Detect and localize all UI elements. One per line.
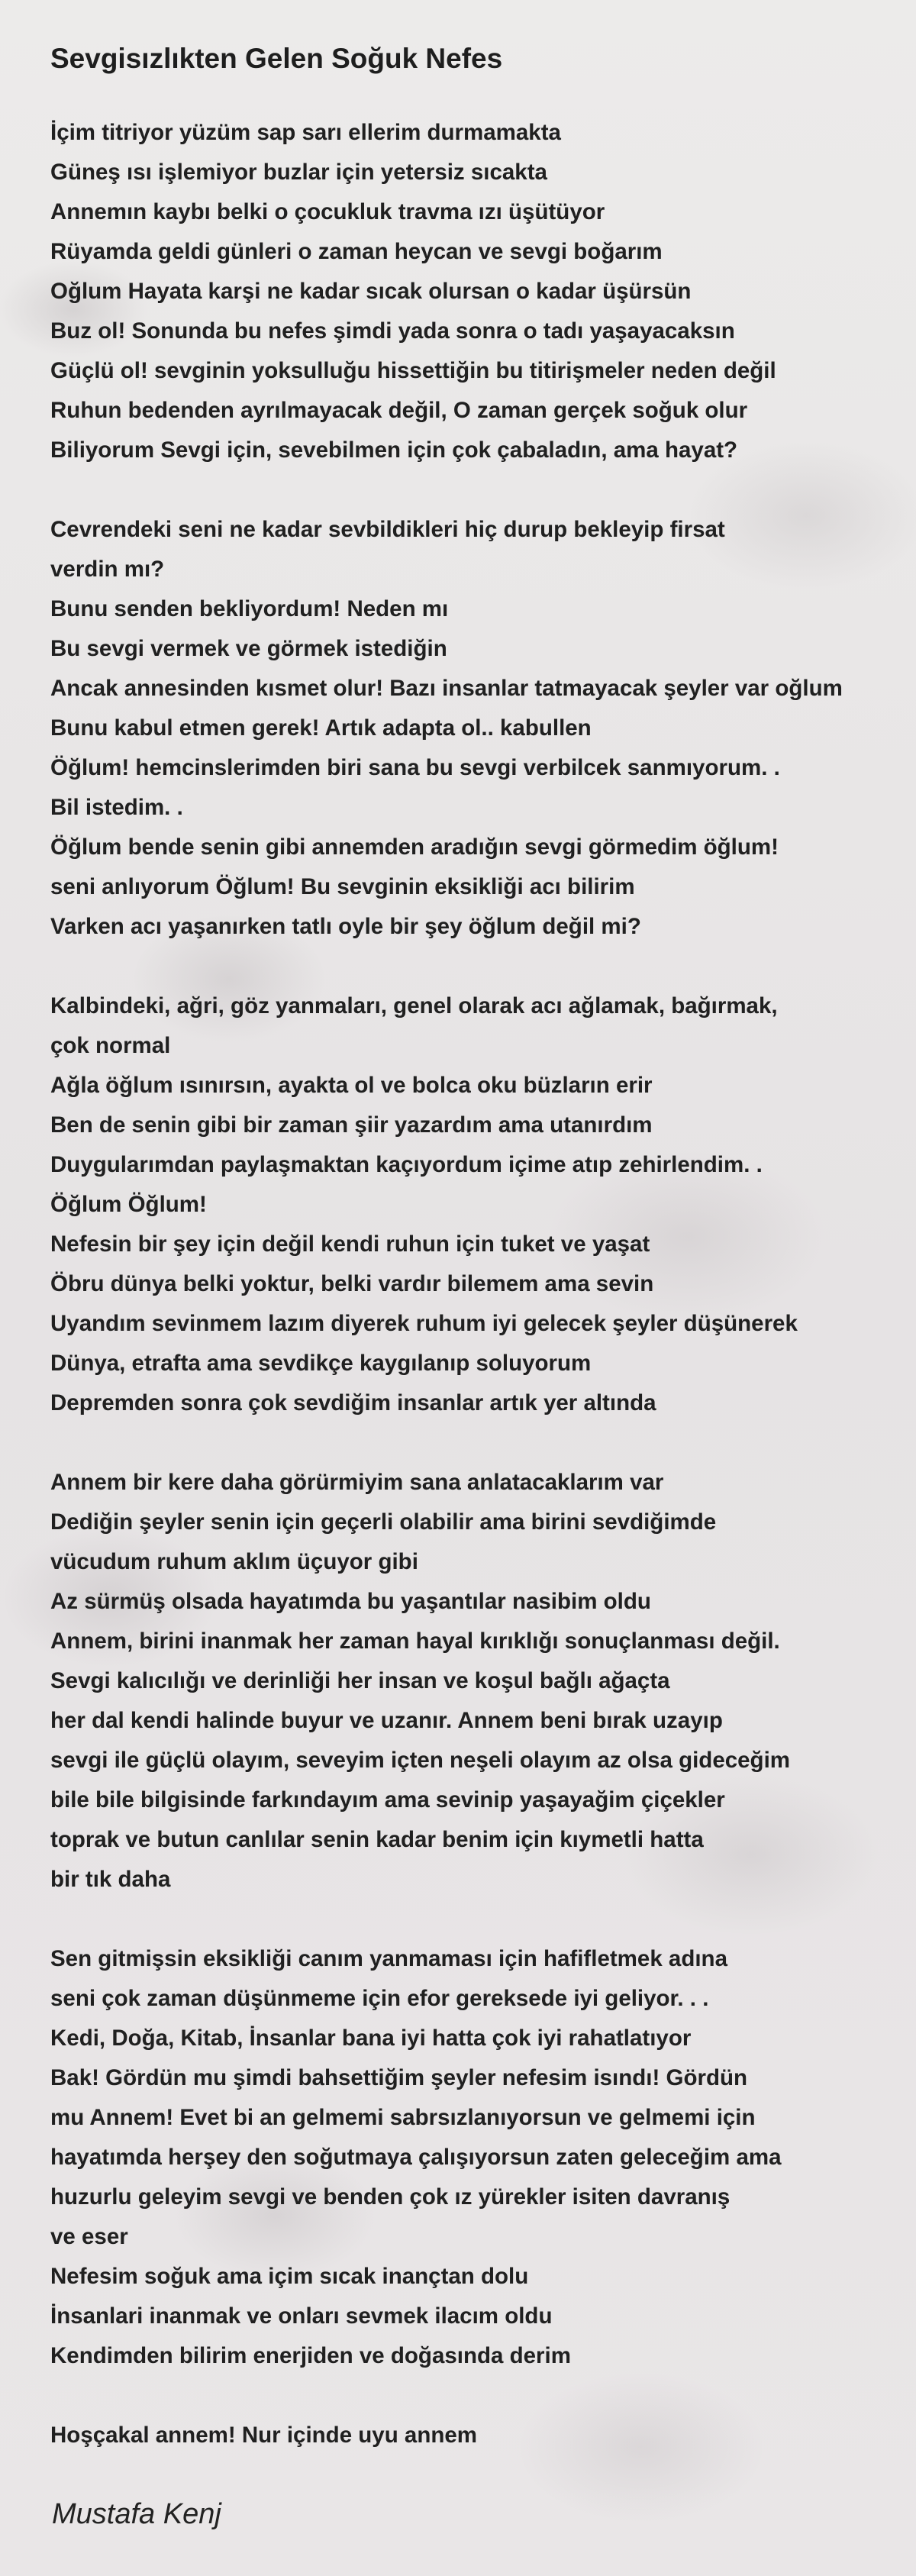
poem-line: mu Annem! Evet bi an gelmemi sabrsızlanıyorsun ve gelmemi için	[50, 2105, 756, 2130]
poem-line: toprak ve butun canlılar senin kadar benim için kıymetli hatta	[50, 1827, 704, 1852]
poem-line: Sen gitmişsin eksikliği canım yanmaması için hafifletmek adına	[50, 1946, 727, 1971]
poem-line: huzurlu geleyim sevgi ve benden çok ız yürekler isiten davranış	[50, 2184, 731, 2210]
poem-line: Dediğin şeyler senin için geçerli olabilir ama birini sevdiğimde	[50, 1509, 717, 1535]
poem-line: Buz ol! Sonunda bu nefes şimdi yada sonra o tadı yaşayacaksın	[50, 318, 735, 344]
poem-line: Bu sevgi vermek ve görmek istediğin	[50, 636, 447, 661]
poem-line: verdin mı?	[50, 557, 165, 582]
stanza-4	[50, 1463, 916, 1900]
poem-line: Nefesim soğuk ama içim sıcak inançtan dolu	[50, 2264, 529, 2289]
poem-line: Bil istedim. .	[50, 795, 183, 820]
poem-line: her dal kendi halinde buyur ve uzanır. Annem beni bırak uzayıp	[50, 1708, 723, 1733]
stanza-5	[50, 1939, 916, 2376]
poem-line: Ağla öğlum ısınırsın, ayakta ol ve bolca oku büzların erir	[50, 1073, 653, 1098]
poem-line: bile bile bilgisinde farkındayım ama sevinip yaşayağim çiçekler	[50, 1787, 725, 1813]
poem-line: Depremden sonra çok sevdiğim insanlar artık yer altında	[50, 1390, 656, 1416]
stanza-1	[50, 113, 916, 470]
poem-line: ve eser	[50, 2224, 128, 2249]
poem-line: Güneş ısı işlemiyor buzlar için yetersiz sıcakta	[50, 160, 547, 185]
poem-line: seni anlıyorum Öğlum! Bu sevginin eksikliği acı bilirim	[50, 874, 635, 899]
poem-line: Duygularımdan paylaşmaktan kaçıyordum içime atıp zehirlendim. .	[50, 1152, 763, 1177]
poem-line: Ben de senin gibi bir zaman şiir yazardım ama utanırdım	[50, 1112, 653, 1138]
poem-line: Sevgi kalıcılığı ve derinliği her insan ve koşul bağlı ağaçta	[50, 1668, 670, 1693]
poem-line: Ruhun bedenden ayrılmayacak değil, O zaman gerçek soğuk olur	[50, 398, 748, 423]
poem-line: Öğlum Öğlum!	[50, 1192, 207, 1217]
poem-line: Annemın kaybı belki o çocukluk travma ızı üşütüyor	[50, 199, 605, 224]
poem-line: bir tık daha	[50, 1867, 171, 1892]
poem-line: Rüyamda geldi günleri o zaman heycan ve sevgi boğarım	[50, 239, 663, 264]
poem-line: çok normal	[50, 1033, 171, 1058]
poem-line: Biliyorum Sevgi için, sevebilmen için çok çabaladın, ama hayat?	[50, 437, 738, 463]
stanza-3	[50, 986, 916, 1423]
poem-line: Dünya, etrafta ama sevdikçe kaygılanıp soluyorum	[50, 1351, 592, 1376]
poem-title: Sevgisızlıkten Gelen Soğuk Nefes	[50, 43, 503, 74]
poem-line: İnsanlari inanmak ve onları sevmek ilacım oldu	[50, 2303, 553, 2329]
poem-line: Kendimden bilirim enerjiden ve doğasında derim	[50, 2343, 571, 2368]
poem-line: Az sürmüş olsada hayatımda bu yaşantılar nasibim oldu	[50, 1589, 651, 1614]
poem-line: Annem, birini inanmak her zaman hayal kırıklığı sonuçlanması değil.	[50, 1629, 780, 1654]
stanza-2	[50, 510, 916, 947]
poem-line: Kedi, Doğa, Kitab, İnsanlar bana iyi hatta çok iyi rahatlatıyor	[50, 2026, 692, 2051]
poem-line: Ancak annesinden kısmet olur! Bazı insanlar tatmayacak şeyler var oğlum	[50, 676, 843, 701]
poem-line: vücudum ruhum aklım üçuyor gibi	[50, 1549, 418, 1574]
poem-line: Öğlum! hemcinslerimden biri sana bu sevgi verbilcek sanmıyorum. .	[50, 755, 780, 780]
poem-line: hayatımda herşey den soğutmaya çalışıyorsun zaten geleceğim ama	[50, 2145, 782, 2170]
poem-line: Annem bir kere daha görürmiyim sana anlatacaklarım var	[50, 1470, 664, 1495]
poem-line: seni çok zaman düşünmeme için efor gereksede iyi geliyor. . .	[50, 1986, 709, 2011]
stanza-6	[50, 2416, 916, 2455]
poem-line: sevgi ile güçlü olayım, seveyim içten neşeli olayım az olsa gideceğim	[50, 1748, 790, 1773]
poem-author: Mustafa Kenj	[52, 2498, 221, 2530]
poem-line: Varken acı yaşanırken tatlı oyle bir şey öğlum değil mi?	[50, 914, 641, 939]
poem-line: İçim titriyor yüzüm sap sarı ellerim durmamakta	[50, 120, 561, 145]
poem-line: Hoşçakal annem! Nur içinde uyu annem	[50, 2423, 478, 2448]
poem-line: Öğlum bende senin gibi annemden aradığın sevgi görmedim öğlum!	[50, 834, 779, 860]
poem-line: Bunu kabul etmen gerek! Artık adapta ol.. kabullen	[50, 715, 592, 741]
poem-line: Kalbindeki, ağri, göz yanmaları, genel olarak acı ağlamak, bağırmak,	[50, 993, 778, 1018]
poem-line: Bak! Gördün mu şimdi bahsettiğim şeyler nefesim isındı! Gördün	[50, 2065, 748, 2090]
poem-line: Uyandım sevinmem lazım diyerek ruhum iyi gelecek şeyler düşünerek	[50, 1311, 798, 1336]
poem-line: Güçlü ol! sevginin yoksulluğu hissettiğin bu titirişmeler neden değil	[50, 358, 776, 383]
poem-line: Nefesin bir şey için değil kendi ruhun için tuket ve yaşat	[50, 1232, 650, 1257]
poem-line: Cevrendeki seni ne kadar sevbildikleri hiç durup bekleyip firsat	[50, 517, 725, 542]
poem-body	[50, 113, 916, 2495]
poem-line: Öbru dünya belki yoktur, belki vardır bilemem ama sevin	[50, 1271, 654, 1296]
poem-line: Bunu senden bekliyordum! Neden mı	[50, 596, 449, 621]
poem-line: Oğlum Hayata karşi ne kadar sıcak olursan o kadar üşürsün	[50, 279, 692, 304]
